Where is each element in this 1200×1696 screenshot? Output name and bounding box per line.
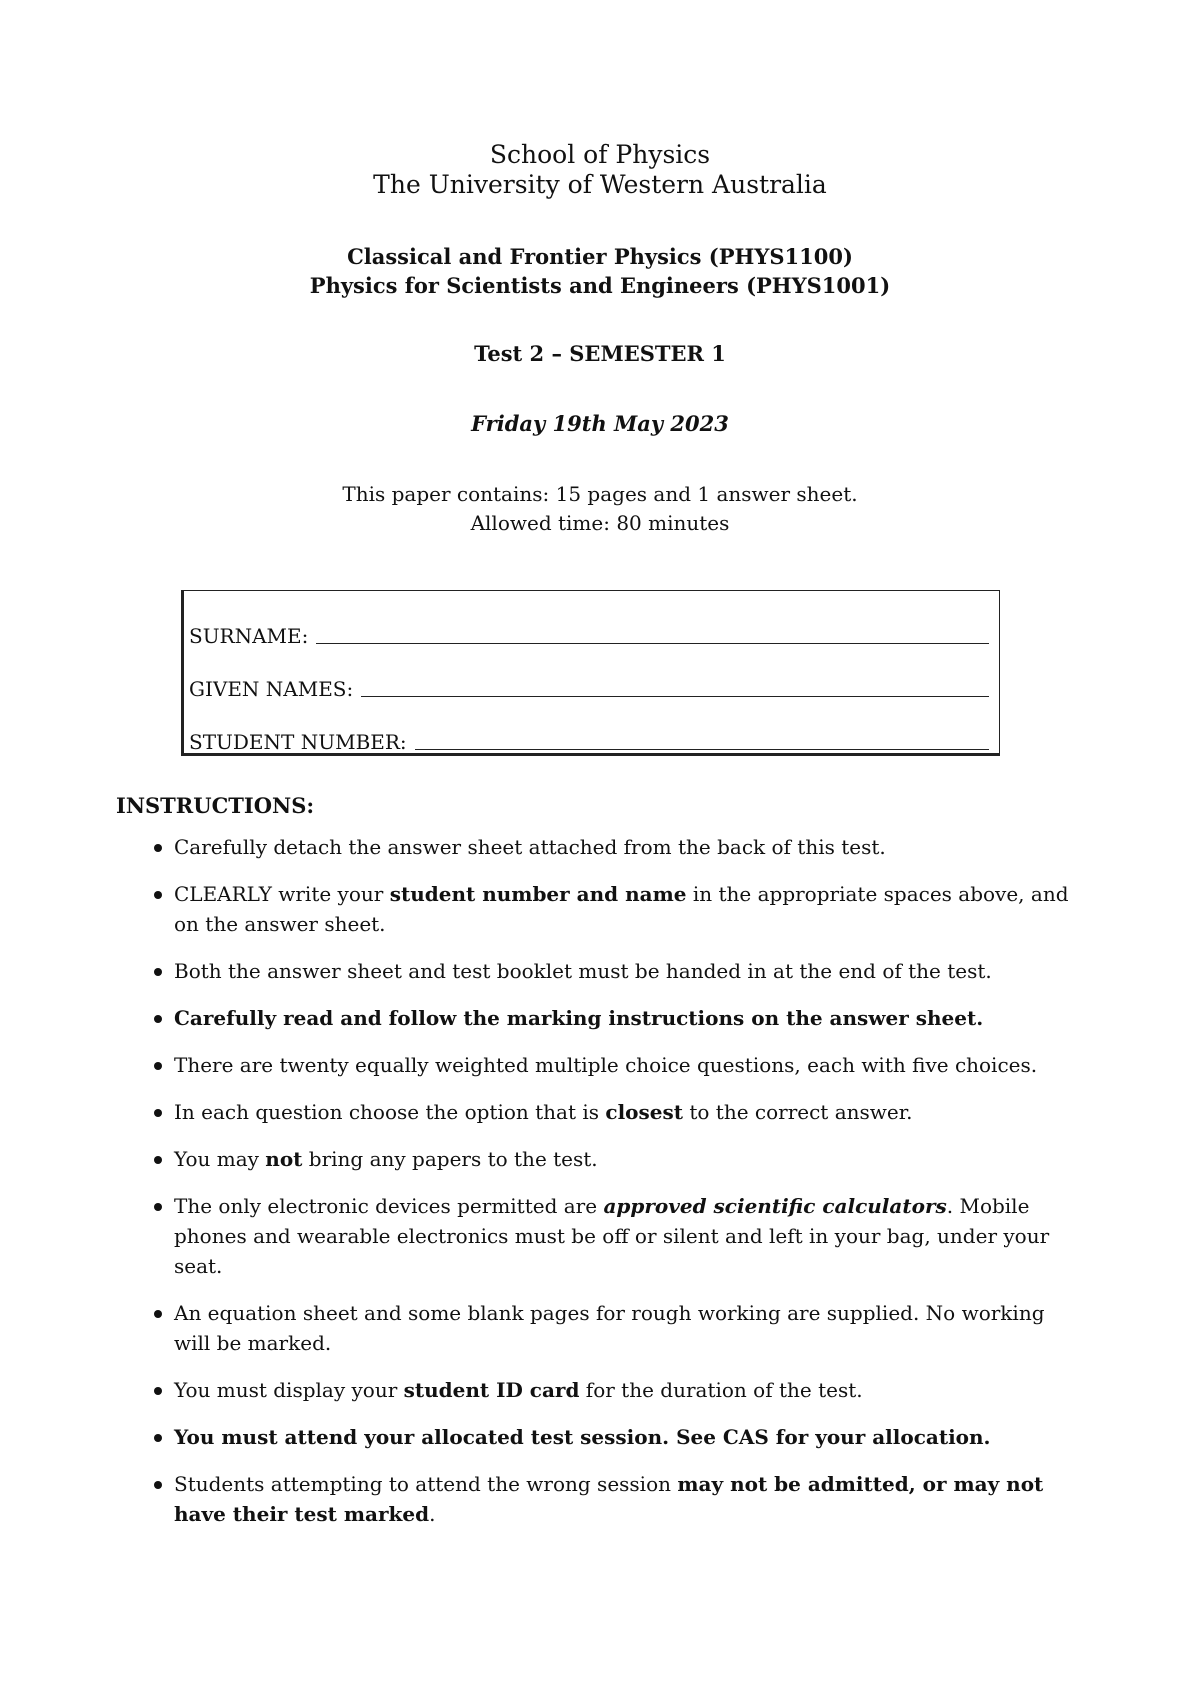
list-item [160, 956, 1070, 986]
instruction-text: Students attempting to attend the wrong session [174, 1472, 678, 1496]
instruction-text: Carefully detach the answer sheet attached from the back of this test. [174, 835, 886, 859]
given-names-field[interactable] [361, 695, 989, 697]
instruction-emphasis: approved scientific calculators [603, 1194, 947, 1218]
instruction-text: There are twenty equally weighted multiple choice questions, each with five choices. [174, 1053, 1038, 1077]
list-item [160, 1469, 1070, 1529]
instruction-text: You may [174, 1147, 266, 1171]
instruction-emphasis: You must attend your allocated test session. See CAS for your allocation. [174, 1425, 991, 1449]
student-number-label: STUDENT NUMBER: [189, 730, 407, 754]
instruction-text: CLEARLY write your [174, 882, 390, 906]
instruction-emphasis: student number and name [389, 882, 687, 906]
surname-field[interactable] [316, 642, 989, 644]
list-item [160, 1375, 1070, 1405]
test-date: Friday 19th May 2023 [471, 411, 729, 436]
instruction-text: In each question choose the option that is [174, 1100, 606, 1124]
school-name: School of Physics [489, 140, 711, 169]
surname-label: SURNAME: [189, 624, 309, 648]
instruction-text: to the correct answer. [683, 1100, 913, 1124]
paper-contents: This paper contains: 15 pages and 1 answer sheet. [342, 482, 858, 506]
instruction-text: You must display your [174, 1378, 404, 1402]
instruction-text: for the duration of the test. [579, 1378, 863, 1402]
instruction-text: . Mobile phones and wearable electronics must be off or silent and left in your bag, under your seat. [174, 1194, 1050, 1278]
list-item [160, 1191, 1070, 1281]
course-title-1: Classical and Frontier Physics (PHYS1100) [347, 244, 853, 269]
instructions-list [160, 832, 1070, 1546]
student-number-row[interactable] [189, 724, 989, 754]
instruction-emphasis: student ID card [403, 1378, 580, 1402]
instruction-emphasis: closest [605, 1100, 683, 1124]
surname-row[interactable] [189, 618, 989, 648]
instruction-emphasis: may not be admitted, or may not have their test marked [174, 1472, 1044, 1526]
given-names-label: GIVEN NAMES: [189, 677, 354, 701]
course-title-2: Physics for Scientists and Engineers (PHYS1001) [309, 273, 891, 298]
list-item [160, 1097, 1070, 1127]
instruction-text: The only electronic devices permitted are [174, 1194, 604, 1218]
instruction-emphasis: Carefully read and follow the marking instructions on the answer sheet. [174, 1006, 984, 1030]
given-names-row[interactable] [189, 671, 989, 701]
list-item [160, 1050, 1070, 1080]
instruction-text: . [429, 1502, 436, 1526]
instructions-heading: INSTRUCTIONS: [116, 793, 315, 818]
list-item [160, 1144, 1070, 1174]
instruction-text: Both the answer sheet and test booklet must be handed in at the end of the test. [174, 959, 992, 983]
allowed-time: Allowed time: 80 minutes [470, 511, 730, 535]
test-title: Test 2 – SEMESTER 1 [474, 341, 726, 366]
list-item [160, 1298, 1070, 1358]
instruction-text: in the appropriate spaces above, and on the answer sheet. [174, 882, 1069, 936]
list-item [160, 879, 1070, 939]
instruction-emphasis: not [265, 1147, 303, 1171]
instruction-text: An equation sheet and some blank pages for rough working are supplied. No working will be marked. [174, 1301, 1045, 1355]
list-item [160, 832, 1070, 862]
list-item [160, 1003, 1070, 1033]
list-item [160, 1422, 1070, 1452]
student-number-field[interactable] [415, 748, 989, 750]
university-name: The University of Western Australia [373, 170, 827, 199]
instruction-text: bring any papers to the test. [302, 1147, 598, 1171]
